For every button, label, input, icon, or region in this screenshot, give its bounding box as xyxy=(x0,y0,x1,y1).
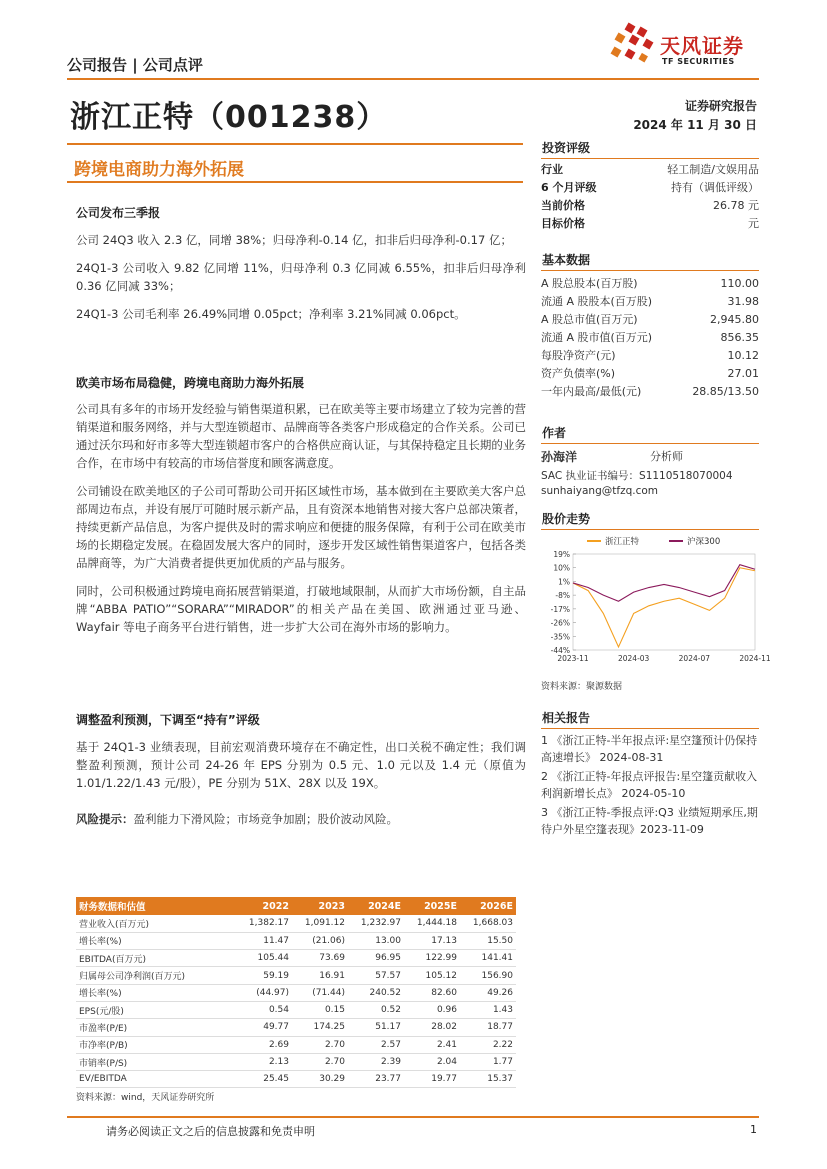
table-cell: 1.43 xyxy=(460,1001,516,1018)
page-number: 1 xyxy=(750,1123,757,1136)
table-cell: 51.17 xyxy=(348,1019,404,1036)
y-tick-label: -44% xyxy=(550,646,570,655)
table-cell: 16.91 xyxy=(292,967,348,984)
title-divider xyxy=(67,143,523,145)
table-cell: 141.41 xyxy=(460,950,516,967)
rating-block xyxy=(541,137,759,233)
table-cell: (21.06) xyxy=(292,932,348,949)
y-tick-label: -35% xyxy=(550,632,570,642)
row-label: EPS(元/股) xyxy=(76,1001,236,1018)
legend-label: 沪深300 xyxy=(687,537,721,547)
chart-plot-area xyxy=(573,554,755,650)
financial-table-header xyxy=(76,897,516,915)
table-cell: 57.57 xyxy=(348,967,404,984)
table-cell: 0.96 xyxy=(404,1001,460,1018)
stock-price-chart xyxy=(541,532,771,668)
financial-table-body xyxy=(76,915,516,1088)
para-q3-2: 24Q1-3 公司收入 9.82 亿同增 11%，归母净利 0.3 亿同减 6.55%，扣非后归母净利 0.36 亿同减 33%； xyxy=(76,261,526,293)
kv-row xyxy=(541,161,759,179)
table-cell: 23.77 xyxy=(348,1071,404,1088)
kv-row xyxy=(541,179,759,197)
table-row xyxy=(76,915,516,932)
section-heading-market: 欧美市场布局稳健，跨境电商助力海外拓展 xyxy=(76,376,305,390)
para-market-1: 公司具有多年的市场开发经验与销售渠道积累，已在欧美等主要市场建立了较为完善的营销渠道和服务网络，并与大型连锁超市、品牌商等各类客户形成稳定的合作关系。公司已通过沃尔玛和好市多等大型连锁超市客户的合格供应商认证，与其保持稳定且长期的业务合作，在市场中有较高的市场信誉度和顾客满意度。 xyxy=(76,402,526,470)
kv-value: 856.35 xyxy=(720,331,759,344)
basic-data-block xyxy=(541,249,759,401)
company-title: 浙江正特（001238） xyxy=(70,100,388,135)
table-cell: 2.69 xyxy=(236,1036,292,1053)
kv-row xyxy=(541,293,759,311)
table-row xyxy=(76,1001,516,1018)
para-q3-1: 公司 24Q3 收入 2.3 亿，同增 38%；归母净利-0.14 亿，扣非后归母净利-0.17 亿； xyxy=(76,233,512,247)
report-type: 证券研究报告 xyxy=(684,99,757,113)
row-label: 营业收入(百万元) xyxy=(76,915,236,932)
table-cell: 1,444.18 xyxy=(404,915,460,932)
table-cell: 240.52 xyxy=(348,984,404,1001)
kv-key: 资产负债率(%) xyxy=(541,367,616,380)
kv-value: 27.01 xyxy=(727,367,759,380)
table-row xyxy=(76,984,516,1001)
kv-value: 110.00 xyxy=(720,277,759,290)
author-sac: SAC 执业证书编号：S1110518070004 xyxy=(541,470,733,482)
kv-value: 10.12 xyxy=(727,349,759,362)
rating-list xyxy=(541,161,759,233)
kv-key: 每股净资产(元) xyxy=(541,349,616,362)
financial-table-title: 财务数据和估值 xyxy=(76,897,236,915)
related-reports-block xyxy=(541,707,759,840)
kv-row xyxy=(541,215,759,233)
section-heading-q3: 公司发布三季报 xyxy=(76,206,161,220)
basic-data-heading: 基本数据 xyxy=(541,249,759,271)
table-row xyxy=(76,967,516,984)
table-cell: 2.22 xyxy=(460,1036,516,1053)
brand-name-cn: 天风证券 xyxy=(660,34,744,58)
x-tick-label: 2023-11 xyxy=(557,654,589,663)
kv-row xyxy=(541,197,759,215)
basic-data-list xyxy=(541,275,759,401)
footer-divider xyxy=(67,1116,759,1118)
table-cell: 2.39 xyxy=(348,1053,404,1070)
kv-row xyxy=(541,311,759,329)
row-label: EV/EBITDA xyxy=(76,1071,236,1088)
header-divider xyxy=(67,78,759,80)
table-row xyxy=(76,1071,516,1088)
table-cell: 122.99 xyxy=(404,950,460,967)
table-cell: 17.13 xyxy=(404,932,460,949)
table-cell: 11.47 xyxy=(236,932,292,949)
kv-value: 元 xyxy=(748,217,759,230)
table-source: 资料来源：wind，天风证券研究所 xyxy=(76,1093,215,1103)
table-cell: 25.45 xyxy=(236,1071,292,1088)
footer-disclaimer[interactable]: 请务必阅读正文之后的信息披露和免责申明 xyxy=(106,1125,315,1138)
table-cell: 59.19 xyxy=(236,967,292,984)
kv-row xyxy=(541,347,759,365)
related-report-item[interactable]: 2 《浙江正特-年报点评报告:星空篷贡献收入利润新增长点》 2024-05-10 xyxy=(541,770,758,800)
author-role: 分析师 xyxy=(650,450,683,463)
kv-key: 一年内最高/最低(元) xyxy=(541,385,642,398)
table-cell: (71.44) xyxy=(292,984,348,1001)
y-tick-label: 1% xyxy=(558,577,570,587)
row-label: 增长率(%) xyxy=(76,984,236,1001)
series-line-0 xyxy=(573,568,755,647)
table-cell: 13.00 xyxy=(348,932,404,949)
main-body-2 xyxy=(76,374,526,646)
table-cell: 49.26 xyxy=(460,984,516,1001)
year-header: 2023 xyxy=(292,897,348,915)
table-row xyxy=(76,1036,516,1053)
kv-key: 6 个月评级 xyxy=(541,181,597,194)
row-label: 增长率(%) xyxy=(76,932,236,949)
table-cell: 15.50 xyxy=(460,932,516,949)
year-header: 2025E xyxy=(404,897,460,915)
kv-key: 流通 A 股市值(百万元) xyxy=(541,331,653,344)
y-tick-label: -17% xyxy=(550,604,570,614)
legend-label: 浙江正特 xyxy=(605,537,640,547)
risk-line xyxy=(76,810,526,828)
main-body-3 xyxy=(76,711,526,838)
para-market-3: 同时，公司积极通过跨境电商拓展营销渠道，打破地域限制，从而扩大市场份额，自主品牌“ABBA PATIO”“SORARA”“MIRADOR”的相关产品在美国、欧洲通过亚马逊、Wayfair 等电子商务平台进行销售，进一步扩大公司在海外市场的影响力。 xyxy=(76,584,526,634)
related-reports-heading: 相关报告 xyxy=(541,707,759,729)
table-cell: 1,382.17 xyxy=(236,915,292,932)
rating-heading: 投资评级 xyxy=(541,137,759,159)
chart-source: 资料来源：聚源数据 xyxy=(541,682,623,692)
report-date: 2024 年 11 月 30 日 xyxy=(633,118,757,132)
financial-table xyxy=(76,897,516,1088)
kv-key: A 股总股本(百万股) xyxy=(541,277,638,290)
author-email[interactable]: sunhaiyang@tfzq.com xyxy=(541,485,659,497)
table-row xyxy=(76,1053,516,1070)
y-tick-label: -8% xyxy=(555,591,570,601)
risk-label: 风险提示： xyxy=(76,812,134,826)
year-header: 2026E xyxy=(460,897,516,915)
kv-value: 持有（调低评级） xyxy=(671,181,759,194)
main-body xyxy=(76,204,526,333)
kv-value: 31.98 xyxy=(727,295,759,308)
kv-row xyxy=(541,329,759,347)
table-cell: 82.60 xyxy=(404,984,460,1001)
row-label: 归属母公司净利润(百万元) xyxy=(76,967,236,984)
kv-key: 行业 xyxy=(541,163,563,176)
table-cell: 156.90 xyxy=(460,967,516,984)
table-cell: 1,091.12 xyxy=(292,915,348,932)
table-cell: 2.57 xyxy=(348,1036,404,1053)
x-tick-label: 2024-07 xyxy=(678,654,711,663)
table-cell: 174.25 xyxy=(292,1019,348,1036)
table-cell: 2.70 xyxy=(292,1036,348,1053)
risk-text: 盈利能力下滑风险；市场竞争加剧；股价波动风险。 xyxy=(133,812,398,826)
y-tick-label: 10% xyxy=(553,563,570,573)
tf-logo-icon xyxy=(608,22,660,66)
table-cell: 0.15 xyxy=(292,1001,348,1018)
table-cell: 49.77 xyxy=(236,1019,292,1036)
table-cell: 105.12 xyxy=(404,967,460,984)
kv-key: 目标价格 xyxy=(541,217,585,230)
para-market-2: 公司铺设在欧美地区的子公司可帮助公司开拓区域性市场，基本做到在主要欧美大客户总部周边布点，并设有展厅可随时展示新产品，且有资深本地销售对接大客户总部决策者，持续更新产品信息，为客户提供及时的需求响应和便捷的服务保障，有利于公司在欧美市场的长期稳定发展。在稳固发展大客户的同时，逐步开发区域性销售渠道客户，包括各类品牌商等，为广大消费者提供更加优质的产品与服务。 xyxy=(76,484,526,570)
table-row xyxy=(76,1019,516,1036)
table-cell: 2.13 xyxy=(236,1053,292,1070)
kv-row xyxy=(541,275,759,293)
y-tick-label: -26% xyxy=(550,618,570,628)
table-cell: 19.77 xyxy=(404,1071,460,1088)
table-cell: 15.37 xyxy=(460,1071,516,1088)
kv-key: 流通 A 股股本(百万股) xyxy=(541,295,653,308)
table-cell: 30.29 xyxy=(292,1071,348,1088)
y-tick-label: 19% xyxy=(553,550,570,559)
table-cell: 105.44 xyxy=(236,950,292,967)
row-label: 市销率(P/S) xyxy=(76,1053,236,1070)
table-row xyxy=(76,950,516,967)
report-subtitle: 跨境电商助力海外拓展 xyxy=(74,160,244,180)
table-cell: 2.70 xyxy=(292,1053,348,1070)
table-cell: 73.69 xyxy=(292,950,348,967)
series-line-1 xyxy=(573,565,755,602)
row-label: 市盈率(P/E) xyxy=(76,1019,236,1036)
table-cell: 18.77 xyxy=(460,1019,516,1036)
kv-value: 28.85/13.50 xyxy=(692,385,759,398)
table-cell: 28.02 xyxy=(404,1019,460,1036)
table-cell: (44.97) xyxy=(236,984,292,1001)
kv-key: A 股总市值(百万元) xyxy=(541,313,638,326)
kv-value: 2,945.80 xyxy=(710,313,759,326)
x-tick-label: 2024-03 xyxy=(617,654,650,663)
table-cell: 1,668.03 xyxy=(460,915,516,932)
table-cell: 1.77 xyxy=(460,1053,516,1070)
year-header: 2024E xyxy=(348,897,404,915)
table-row xyxy=(76,932,516,949)
table-cell: 2.04 xyxy=(404,1053,460,1070)
row-label: EBITDA(百万元) xyxy=(76,950,236,967)
brand-name-en: TF SECURITIES xyxy=(662,57,735,66)
related-report-item[interactable]: 3 《浙江正特-季报点评:Q3 业绩短期承压,期待户外星空篷表现》2023-11-09 xyxy=(541,806,758,836)
stock-chart-heading: 股价走势 xyxy=(541,508,759,530)
author-block xyxy=(541,422,759,497)
author-name: 孙海洋 xyxy=(541,450,578,464)
table-cell: 0.54 xyxy=(236,1001,292,1018)
table-cell: 96.95 xyxy=(348,950,404,967)
author-heading: 作者 xyxy=(541,422,759,444)
table-cell: 1,232.97 xyxy=(348,915,404,932)
x-tick-label: 2024-11 xyxy=(739,654,771,663)
report-category: 公司报告 | 公司点评 xyxy=(67,56,203,74)
table-cell: 2.41 xyxy=(404,1036,460,1053)
table-cell: 0.52 xyxy=(348,1001,404,1018)
stock-chart-block xyxy=(541,508,759,530)
kv-value: 轻工制造/文娱用品 xyxy=(667,163,759,176)
kv-value: 26.78 元 xyxy=(713,199,759,212)
kv-row xyxy=(541,383,759,401)
section-heading-forecast: 调整盈利预测，下调至“持有”评级 xyxy=(76,713,260,727)
related-reports-list xyxy=(541,732,759,838)
para-forecast: 基于 24Q1-3 业绩表现，目前宏观消费环境存在不确定性，出口关税不确定性；我们调整盈利预测，预计公司 24-26 年 EPS 分别为 0.5 元、1.0 元以及 1.4 元（原值为 1.01/1.22/1.43 元/股），PE 分别为 51X、28X 以及 19X。 xyxy=(76,740,526,790)
related-report-item[interactable]: 1 《浙江正特-半年报点评:星空篷预计仍保持高速增长》 2024-08-31 xyxy=(541,734,758,764)
year-header: 2022 xyxy=(236,897,292,915)
kv-key: 当前价格 xyxy=(541,199,585,212)
subtitle-divider xyxy=(67,181,523,183)
kv-row xyxy=(541,365,759,383)
row-label: 市净率(P/B) xyxy=(76,1036,236,1053)
para-q3-3: 24Q1-3 公司毛利率 26.49%同增 0.05pct；净利率 3.21%同减 0.06pct。 xyxy=(76,307,466,321)
